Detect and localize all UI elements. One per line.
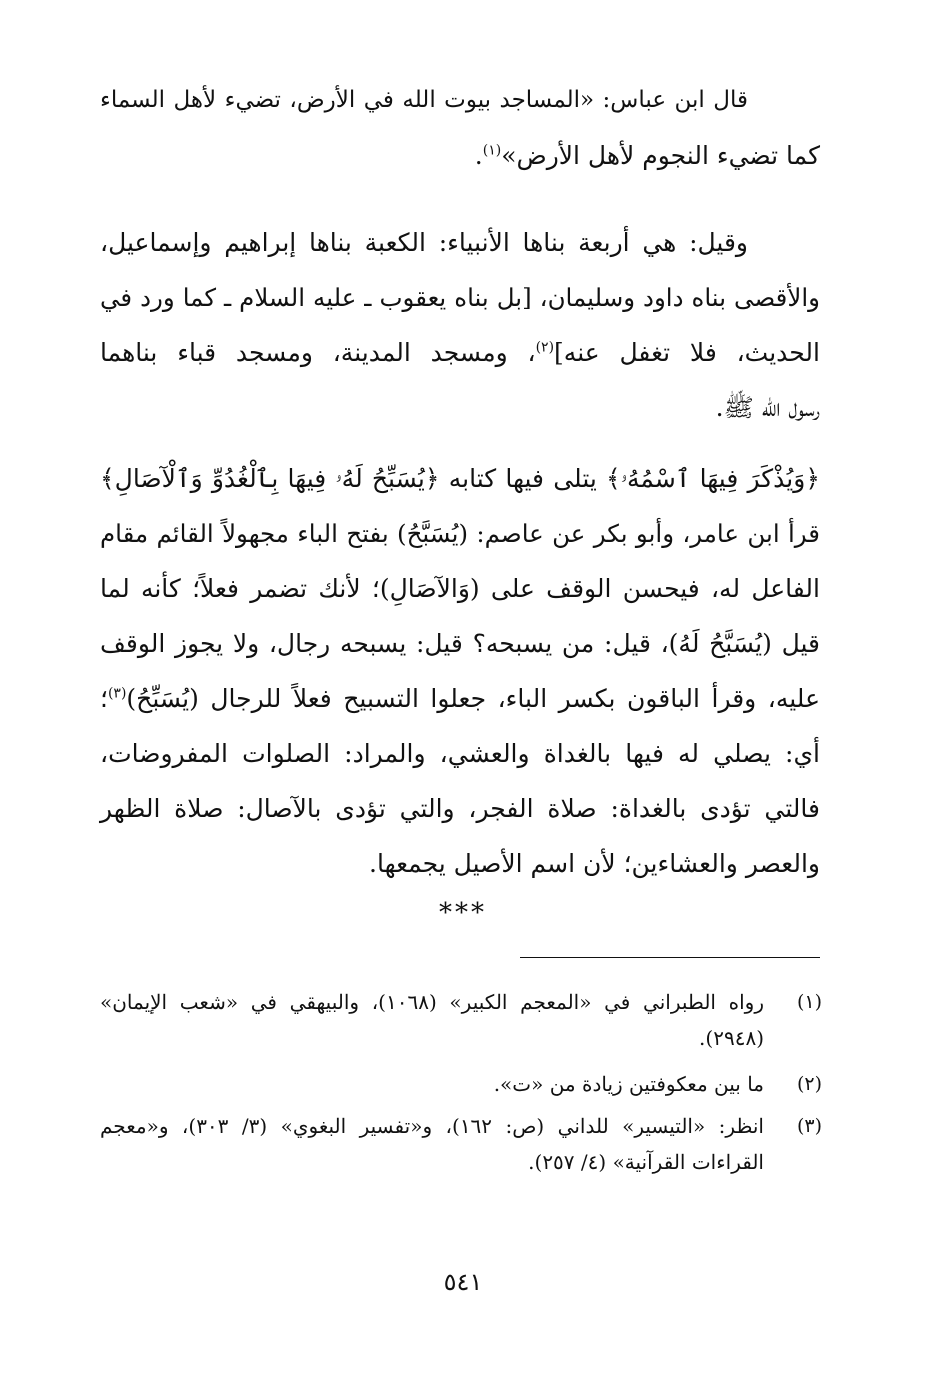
paragraph-quranic-reading [100,451,820,891]
text-line: قيل (يُسَبَّحُ لَهُ)، قيل: من يسبحه؟ قيل: يسبحه رجال، ولا يجوز الوقف [100,629,820,658]
text-line: الفاعل له، فيحسن الوقف على (وَالآصَالِ)؛ لأنك تضمر فعلاً؛ كأنه لما [100,574,820,603]
footnote-rule [520,957,820,958]
footnote-1-continued [100,1020,822,1056]
verse-line: ﴿وَيُذْكَرَ فِيهَا ٱسْمُهُۥ﴾ يتلى فيها كتابه ﴿يُسَبِّحُ لَهُۥ فِيهَا بِٱلْغُدُوِّ وَٱلْآصَالِ﴾ [100,464,820,493]
footnote-ref: (١) [482,142,502,159]
text-line: قال ابن عباس: «المساجد بيوت الله في الأرض، تضيء لأهل السماء [100,87,748,113]
footnote-text: (٢٩٤٨). [699,1026,764,1050]
footnotes [100,984,822,1180]
text-line: فالتي تؤدى بالغداة: صلاة الفجر، والتي تؤدى بالآصال: صلاة الظهر [100,794,820,823]
footnote-number: (٢) [796,1073,822,1095]
text-line: رسول الله ﷺ. [715,393,820,422]
footnote-text: رواه الطبراني في «المعجم الكبير» (١٠٦٨)، والبيهقي في «شعب الإيمان» [100,990,764,1014]
text-line: والعصر والعشاءين؛ لأن اسم الأصيل يجمعها. [369,849,820,878]
footnote-ref: (٣) [107,685,127,702]
page-number: ٥٤١ [443,1268,483,1296]
footnote-1 [100,984,822,1020]
footnote-number: (٣) [796,1115,822,1137]
footnote-ref: (٢) [535,339,555,356]
footnote-text: انظر: «التيسير» للداني (ص: ١٦٢)، و«تفسير البغوي» (٣/ ٣٠٣)، و«معجم [100,1114,764,1138]
text-line: وقيل: هي أربعة بناها الأنبياء: الكعبة بناها إبراهيم وإسماعيل، [100,228,748,257]
text-line: عليه، وقرأ الباقون بكسر الباء، جعلوا التسبيح فعلاً للرجال (يُسَبِّحُ)$^{(٣)}$؛ [100,684,820,713]
footnote-3 [100,1108,822,1144]
footnote-3-continued [100,1144,822,1180]
footnote-number: (١) [796,991,822,1013]
footnote-text: القراءات القرآنية» (٤/ ٢٥٧). [528,1150,764,1174]
text-line: قرأ ابن عامر، وأبو بكر عن عاصم: (يُسَبَّحُ) بفتح الباء مجهولاً القائم مقام [100,519,820,548]
footnote-2 [100,1066,822,1102]
paragraph-four-mosques [100,215,820,435]
paragraph-ibn-abbas-quote [100,73,820,183]
section-separator: *** [439,898,487,928]
text-line: أي: يصلي له فيها بالغداة والعشي، والمراد: الصلوات المفروضات، [100,739,820,768]
text-line: كما تضيء النجوم لأهل الأرض»$^{(١)}$. [474,141,820,170]
text-line: الحديث، فلا تغفل عنه]$^{(٢)}$، ومسجد المدينة، ومسجد قباء بناهما [100,338,820,367]
text-line: والأقصى بناه داود وسليمان، [بل بناه يعقوب ـ عليه السلام ـ كما ورد في [100,283,820,312]
footnote-text: ما بين معكوفتين زيادة من «ت». [493,1072,764,1096]
